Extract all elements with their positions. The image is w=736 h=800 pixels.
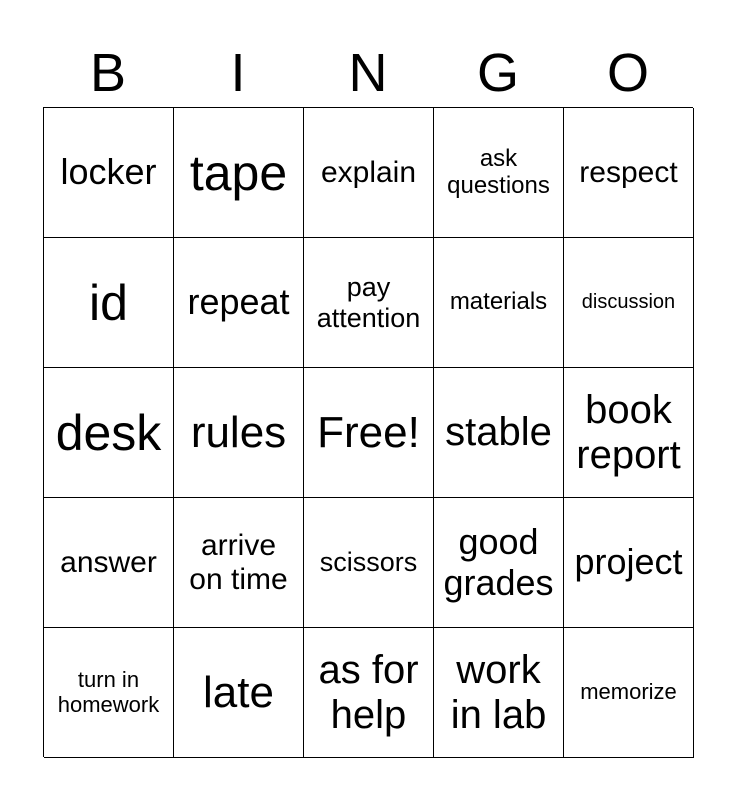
cell-text: locker xyxy=(60,151,157,193)
header-letter-b: B xyxy=(89,43,127,103)
bingo-header xyxy=(43,40,693,106)
cell-text: respect xyxy=(579,155,678,189)
cell-text: ask questions xyxy=(447,144,550,199)
cell-text: late xyxy=(203,667,274,717)
bingo-cell[interactable] xyxy=(434,108,564,238)
cell-text: rules xyxy=(190,407,287,457)
bingo-cell[interactable] xyxy=(44,238,174,368)
bingo-cell[interactable] xyxy=(44,498,174,628)
cell-text: pay attention xyxy=(316,272,421,333)
header-letter-n: N xyxy=(348,43,388,103)
bingo-cell[interactable] xyxy=(304,498,434,628)
cell-text: arrive on time xyxy=(189,528,288,596)
bingo-cell[interactable] xyxy=(304,628,434,758)
cell-text: materials xyxy=(449,288,548,316)
bingo-cell[interactable] xyxy=(564,368,694,498)
cell-text: as for help xyxy=(318,647,419,737)
cell-text: good grades xyxy=(443,521,554,603)
cell-text: tape xyxy=(189,144,288,201)
cell-text: Free! xyxy=(317,407,420,457)
bingo-cell[interactable] xyxy=(174,238,304,368)
bingo-cell[interactable] xyxy=(564,108,694,238)
header-letter-i: I xyxy=(230,43,246,103)
cell-text: memorize xyxy=(580,679,677,705)
bingo-cell[interactable] xyxy=(304,108,434,238)
cell-text: book report xyxy=(576,387,681,477)
bingo-cell[interactable] xyxy=(44,368,174,498)
bingo-cell[interactable] xyxy=(174,628,304,758)
cell-text: discussion xyxy=(581,291,676,314)
bingo-cell[interactable] xyxy=(304,238,434,368)
bingo-cell[interactable] xyxy=(174,368,304,498)
cell-text: desk xyxy=(55,404,162,461)
bingo-board xyxy=(43,107,693,757)
cell-text: repeat xyxy=(187,281,290,323)
bingo-cell[interactable] xyxy=(564,238,694,368)
cell-text: stable xyxy=(445,410,552,455)
bingo-cell[interactable] xyxy=(434,498,564,628)
bingo-cell[interactable] xyxy=(564,628,694,758)
bingo-cell[interactable] xyxy=(174,108,304,238)
cell-text: turn in homework xyxy=(57,666,160,717)
cell-text: explain xyxy=(320,155,417,189)
cell-text: work in lab xyxy=(450,647,547,737)
bingo-cell[interactable] xyxy=(434,238,564,368)
bingo-cell[interactable] xyxy=(174,498,304,628)
bingo-cell[interactable] xyxy=(434,368,564,498)
cell-text: project xyxy=(574,541,683,583)
header-letter-o: O xyxy=(606,43,649,103)
cell-text: scissors xyxy=(319,547,418,578)
bingo-cell[interactable] xyxy=(44,108,174,238)
bingo-cell[interactable] xyxy=(564,498,694,628)
bingo-cell[interactable] xyxy=(434,628,564,758)
bingo-cell[interactable] xyxy=(44,628,174,758)
cell-text: answer xyxy=(60,545,157,579)
bingo-cell[interactable] xyxy=(304,368,434,498)
header-letter-g: G xyxy=(476,43,519,103)
cell-text: id xyxy=(89,274,128,331)
